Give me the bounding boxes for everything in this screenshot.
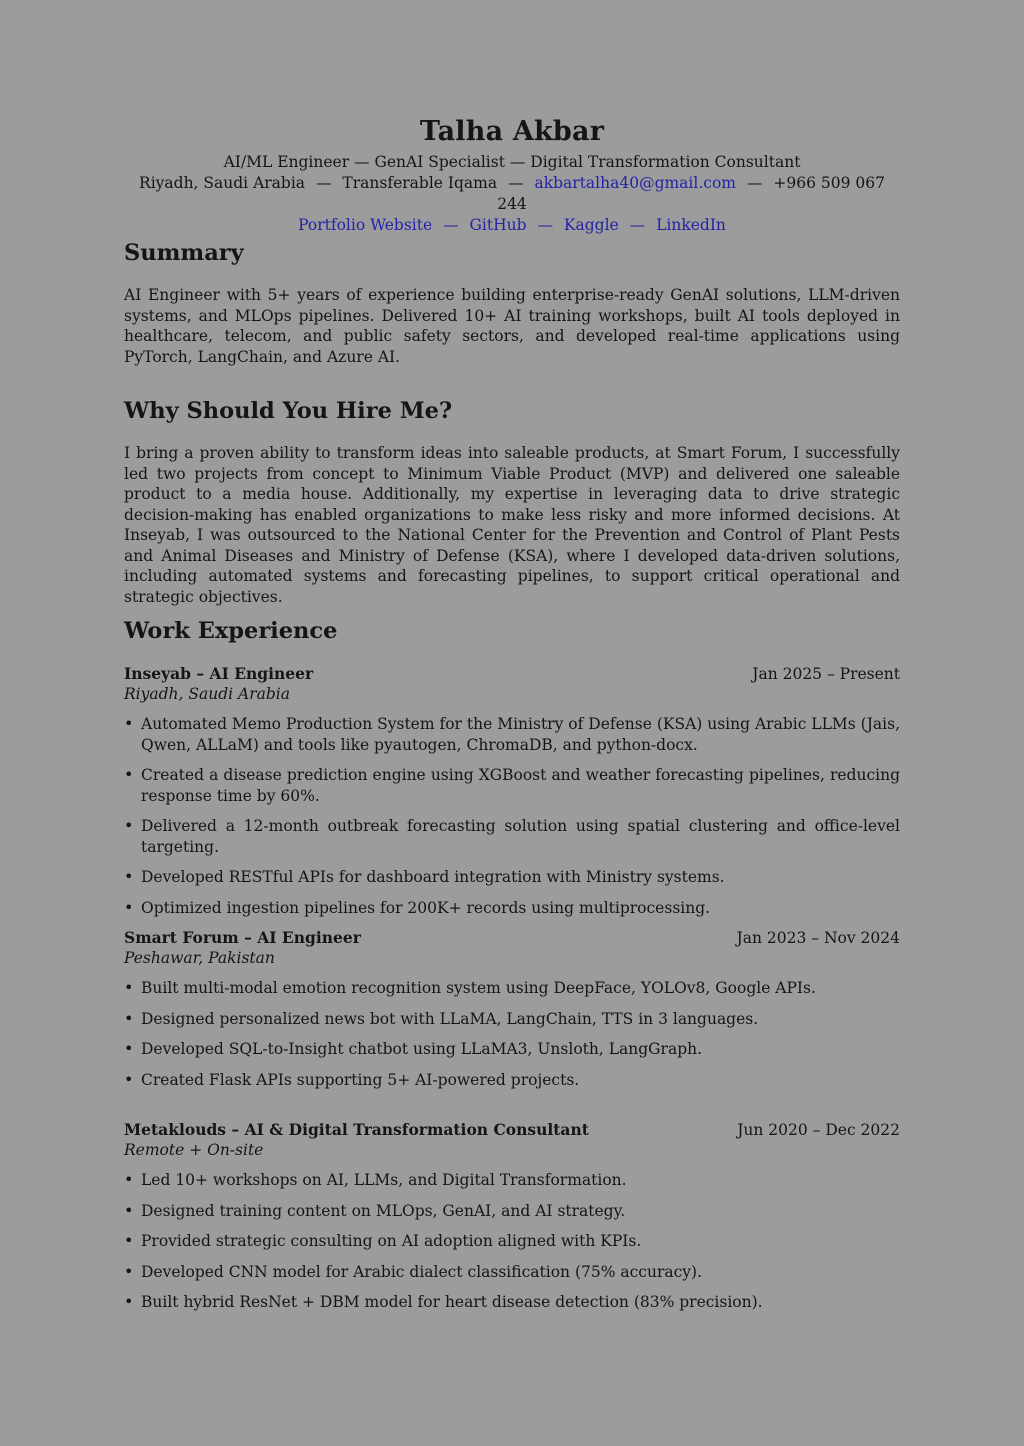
separator: — (629, 216, 646, 234)
experience-section (124, 616, 900, 646)
job-header (124, 1120, 900, 1140)
summary-section (124, 238, 900, 367)
linkedin-link[interactable]: LinkedIn (656, 216, 726, 234)
job-header (124, 664, 900, 684)
portfolio-link[interactable]: Portfolio Website (298, 216, 433, 234)
bullet-item: • Developed CNN model for Arabic dialect classification (75% accuracy). (124, 1262, 900, 1283)
resume-header (124, 112, 900, 236)
job-dates: Jan 2025 – Present (752, 665, 900, 683)
candidate-name: Talha Akbar (419, 116, 605, 147)
job-location: Remote + On-site (124, 1141, 264, 1159)
separator: — (537, 216, 553, 234)
bullet-item: • Created Flask APIs supporting 5+ AI-powered projects. (124, 1070, 900, 1091)
bullet-item: • Developed SQL-to-Insight chatbot using LLaMA3, Unsloth, LangGraph. (124, 1039, 900, 1060)
job-location: Peshawar, Pakistan (124, 949, 275, 967)
job-bullets (124, 714, 900, 918)
summary-heading: Summary (124, 240, 244, 266)
job-title: Inseyab – AI Engineer (124, 664, 314, 683)
links-line (124, 215, 900, 236)
separator: — (443, 216, 459, 234)
bullet-item: • Provided strategic consulting on AI adoption aligned with KPIs. (124, 1231, 900, 1252)
job-dates: Jun 2020 – Dec 2022 (737, 1121, 900, 1139)
job-bullets (124, 1170, 900, 1313)
bullet-item: • Built multi-modal emotion recognition system using DeepFace, YOLOv8, Google APIs. (124, 978, 900, 999)
why-hire-section (124, 396, 900, 607)
bullet-item: • Designed personalized news bot with LLaMA, LangChain, TTS in 3 languages. (124, 1009, 900, 1030)
github-link[interactable]: GitHub (469, 216, 527, 234)
summary-text: AI Engineer with 5+ years of experience building enterprise-ready GenAI solutions, LLM-driven systems, and MLOps pipelines. Delivered 10+ AI training workshops, built AI tools deployed in healthcare, telecom, and public safety sectors, and developed real-time applications using PyTorch, LangChain, and Azure AI. (124, 286, 900, 366)
job-entry (124, 664, 900, 918)
job-entry (124, 1120, 900, 1313)
job-title: Smart Forum – AI Engineer (124, 928, 361, 947)
separator: — (315, 174, 332, 192)
bullet-item: • Automated Memo Production System for the Ministry of Defense (KSA) using Arabic LLMs (Jais, Qwen, ALLaM) and tools like pyautogen, ChromaDB, and python-docx. (124, 714, 900, 755)
why-hire-heading: Why Should You Hire Me? (124, 398, 453, 424)
candidate-subtitle: AI/ML Engineer — GenAI Specialist — Digital Transformation Consultant (223, 153, 801, 171)
location-text: Riyadh, Saudi Arabia (139, 174, 306, 192)
kaggle-link[interactable]: Kaggle (563, 216, 619, 234)
why-hire-text: I bring a proven ability to transform ideas into saleable products, at Smart Forum, I successfully led two projects from concept to Minimum Viable Product (MVP) and delivered one saleable product to a media house. Additionally, my expertise in leveraging data to drive strategic decision-making has enabled organizations to make less risky and more informed decisions. At Inseyab, I was outsourced to the National Center for the Prevention and Control of Plant Pests and Animal Diseases and Ministry of Defense (KSA), where I developed data-driven solutions, including automated systems and forecasting pipelines, to support critical operational and strategic objectives. (124, 444, 900, 606)
bullet-item: • Optimized ingestion pipelines for 200K+ records using multiprocessing. (124, 898, 900, 919)
bullet-item: • Developed RESTful APIs for dashboard integration with Ministry systems. (124, 867, 900, 888)
job-header (124, 928, 900, 948)
job-location: Riyadh, Saudi Arabia (124, 685, 290, 703)
job-bullets (124, 978, 900, 1090)
separator: — (746, 174, 763, 192)
bullet-item: • Created a disease prediction engine using XGBoost and weather forecasting pipelines, reducing response time by 60%. (124, 765, 900, 806)
iqama-text: Transferable Iqama (342, 174, 498, 192)
job-dates: Jan 2023 – Nov 2024 (736, 929, 900, 947)
bullet-item: • Built hybrid ResNet + DBM model for heart disease detection (83% precision). (124, 1292, 900, 1313)
job-title: Metaklouds – AI & Digital Transformation Consultant (124, 1120, 589, 1139)
email-link[interactable]: akbartalha40@gmail.com (534, 174, 736, 192)
experience-heading: Work Experience (124, 618, 338, 644)
bullet-item: • Designed training content on MLOps, GenAI, and AI strategy. (124, 1201, 900, 1222)
phone-text: +966 509 067 244 (497, 174, 885, 213)
job-entry (124, 928, 900, 1090)
separator: — (508, 174, 524, 192)
bullet-item: • Led 10+ workshops on AI, LLMs, and Digital Transformation. (124, 1170, 900, 1191)
resume-page (124, 112, 900, 1311)
bullet-item: • Delivered a 12-month outbreak forecasting solution using spatial clustering and office-level targeting. (124, 816, 900, 857)
contact-line (124, 173, 900, 215)
